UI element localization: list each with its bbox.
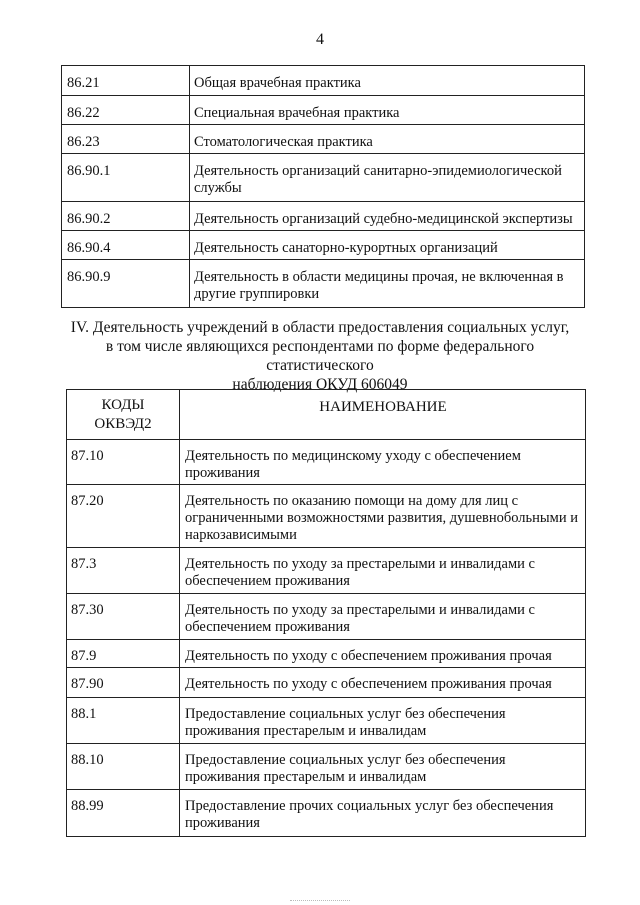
name-cell: Деятельность организаций санитарно-эпидемиологической службы — [190, 154, 585, 202]
header-code-line: КОДЫ — [101, 397, 145, 413]
table-row — [67, 698, 586, 744]
table-row — [62, 154, 585, 202]
table-row — [62, 260, 585, 308]
name-cell: Деятельность в области медицины прочая, не включенная в другие группировки — [190, 260, 585, 308]
code-cell: 87.3 — [67, 548, 180, 594]
section-heading-line: в том числе являющихся респондентами по форме федерального статистического — [105, 338, 535, 374]
code-cell: 87.90 — [67, 668, 180, 698]
table-row — [62, 125, 585, 154]
table-row — [67, 440, 586, 485]
section-heading-line: наблюдения ОКУД 606049 — [232, 376, 408, 393]
table-row — [67, 640, 586, 668]
section-heading-line: IV. Деятельность учреждений в области предоставления социальных услуг, — [70, 319, 570, 336]
table-row — [67, 790, 586, 837]
table-row — [62, 231, 585, 260]
name-cell: Деятельность по уходу за престарелыми и инвалидами с обеспечением проживания — [180, 594, 586, 640]
code-cell: 87.30 — [67, 594, 180, 640]
code-cell: 88.1 — [67, 698, 180, 744]
table-header-row — [67, 390, 586, 440]
okved-table-health — [61, 65, 585, 308]
table-row — [62, 96, 585, 125]
header-code-line: ОКВЭД2 — [94, 416, 152, 432]
table-row — [67, 548, 586, 594]
name-cell: Предоставление социальных услуг без обеспечения проживания престарелым и инвалидам — [180, 698, 586, 744]
name-cell: Специальная врачебная практика — [190, 96, 585, 125]
name-cell: Деятельность санаторно-курортных организаций — [190, 231, 585, 260]
code-cell: 87.10 — [67, 440, 180, 485]
scan-artifact-line — [290, 900, 350, 902]
table-row — [67, 594, 586, 640]
code-cell: 87.9 — [67, 640, 180, 668]
code-cell: 88.10 — [67, 744, 180, 790]
code-cell: 86.21 — [62, 66, 190, 96]
name-cell: Общая врачебная практика — [190, 66, 585, 96]
name-cell: Стоматологическая практика — [190, 125, 585, 154]
name-cell: Предоставление социальных услуг без обеспечения проживания престарелым и инвалидам — [180, 744, 586, 790]
header-name: НАИМЕНОВАНИЕ — [180, 390, 586, 440]
code-cell: 86.90.9 — [62, 260, 190, 308]
page-number: 4 — [316, 31, 324, 48]
table-row — [62, 66, 585, 96]
code-cell: 86.22 — [62, 96, 190, 125]
name-cell: Деятельность по уходу с обеспечением проживания прочая — [180, 668, 586, 698]
table-row — [62, 202, 585, 231]
name-cell: Деятельность по уходу с обеспечением проживания прочая — [180, 640, 586, 668]
code-cell: 86.90.4 — [62, 231, 190, 260]
header-code — [67, 390, 180, 440]
code-cell: 86.90.2 — [62, 202, 190, 231]
name-cell: Деятельность по медицинскому уходу с обеспечением проживания — [180, 440, 586, 485]
table-row — [67, 668, 586, 698]
table-row — [67, 485, 586, 548]
name-cell: Деятельность по оказанию помощи на дому для лиц с ограниченными возможностями развития, душевнобольными и наркозависимыми — [180, 485, 586, 548]
name-cell: Предоставление прочих социальных услуг без обеспечения проживания — [180, 790, 586, 837]
code-cell: 88.99 — [67, 790, 180, 837]
name-cell: Деятельность организаций судебно-медицинской экспертизы — [190, 202, 585, 231]
code-cell: 86.90.1 — [62, 154, 190, 202]
section-heading — [56, 318, 584, 394]
okved-table-social — [66, 389, 586, 837]
name-cell: Деятельность по уходу за престарелыми и инвалидами с обеспечением проживания — [180, 548, 586, 594]
code-cell: 87.20 — [67, 485, 180, 548]
code-cell: 86.23 — [62, 125, 190, 154]
table-row — [67, 744, 586, 790]
